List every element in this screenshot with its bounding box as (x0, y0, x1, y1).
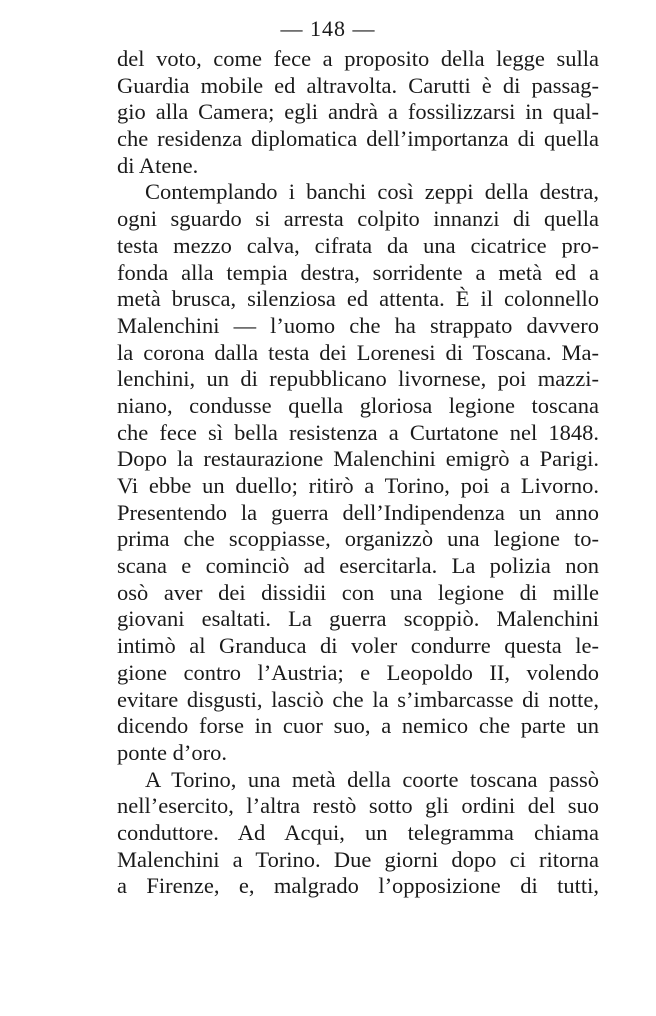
text-line: fonda alla tempia destra, sorridente a metà ed a (117, 259, 599, 285)
text-line: giovani esaltati. La guerra scoppiò. Malenchini (117, 606, 599, 632)
text-line: ponte d’oro. (117, 739, 227, 765)
page-number: — 148 — (280, 16, 376, 41)
text-line: metà brusca, silenziosa ed attenta. È il colonnello (117, 286, 599, 312)
text-line: Guardia mobile ed altravolta. Carutti è di passag- (117, 72, 599, 98)
text-line: osò aver dei dissidii con una legione di mille (117, 579, 599, 605)
text-line: conduttore. Ad Acqui, un telegramma chiama (117, 819, 599, 845)
text-line: Presentendo la guerra dell’Indipendenza un anno (117, 499, 599, 525)
text-line: A Torino, una metà della coorte toscana passò (145, 766, 599, 792)
text-line: lenchini, un di repubblicano livornese, poi mazzi- (117, 366, 599, 392)
text-line: niano, condusse quella gloriosa legione toscana (117, 392, 599, 418)
text-line: che fece sì bella resistenza a Curtatone nel 1848. (117, 419, 599, 445)
text-line: prima che scoppiasse, organizzò una legione to- (117, 526, 599, 552)
text-line: testa mezzo calva, cifrata da una cicatrice pro- (117, 232, 599, 258)
text-line: che residenza diplomatica dell’importanza di quella (117, 126, 599, 152)
text-line: ogni sguardo si arresta colpito innanzi di quella (117, 206, 599, 232)
text-line: evitare disgusti, lasciò che la s’imbarcasse di notte, (117, 686, 599, 712)
text-line: Malenchini a Torino. Due giorni dopo ci ritorna (117, 846, 599, 872)
text-line: del voto, come fece a proposito della legge sulla (117, 46, 599, 71)
text-line: di Atene. (117, 152, 199, 178)
body-text (117, 46, 599, 900)
text-line: intimò al Granduca di voler condurre questa le- (117, 633, 599, 659)
text-line: la corona dalla testa dei Lorenesi di Toscana. Ma- (117, 339, 599, 365)
text-line: gio alla Camera; egli andrà a fossilizzarsi in qual- (117, 99, 599, 125)
text-line: dicendo forse in cuor suo, a nemico che parte un (117, 713, 599, 739)
text-line: gione contro l’Austria; e Leopoldo II, volendo (117, 659, 599, 685)
text-line: Vi ebbe un duello; ritirò a Torino, poi a Livorno. (117, 473, 599, 498)
text-line: Contemplando i banchi così zeppi della destra, (145, 179, 599, 205)
text-line: scana e cominciò ad esercitarla. La polizia non (117, 553, 599, 579)
text-line: nell’esercito, l’altra restò sotto gli ordini del suo (117, 793, 599, 819)
text-line: Dopo la restaurazione Malenchini emigrò a Parigi. (117, 446, 599, 472)
text-line: Malenchini — l’uomo che ha strappato davvero (117, 312, 599, 338)
text-line: a Firenze, e, malgrado l’opposizione di tutti, (117, 873, 599, 899)
